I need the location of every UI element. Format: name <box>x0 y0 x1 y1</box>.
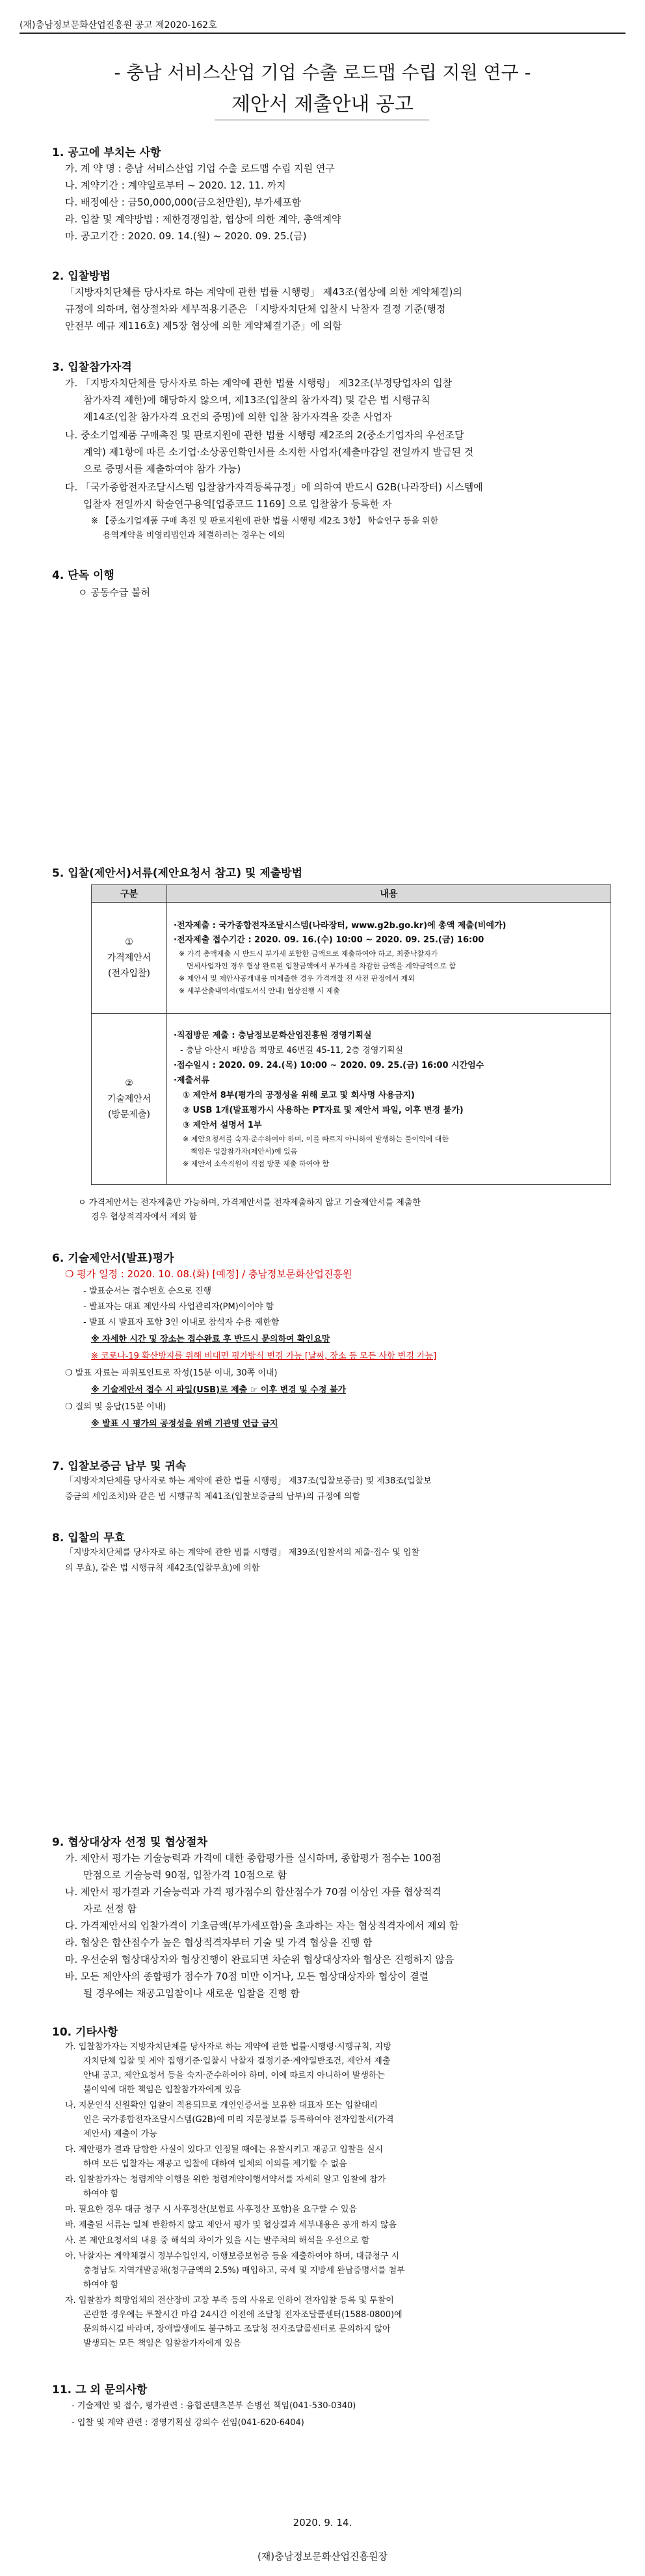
s6-note: ※ 발표 시 평가의 공정성을 위해 기관명 언급 금지 <box>91 1419 278 1429</box>
row-line: ·전자제출 : 국가종합전자조달시스템(나라장터, www.g2b.go.kr)에 총액 제출(비예가) <box>174 921 507 931</box>
section-4-heading: 4. 단독 이행 <box>52 569 114 582</box>
s10-line: 하여야 함 <box>83 2280 119 2290</box>
table-header-content: 내용 <box>167 885 611 903</box>
s10-line: 가. 입찰참가자는 지방자치단체를 당사자로 하는 계약에 관한 법률·시행령·시행규칙, 지방 <box>65 2042 391 2052</box>
s10-line: 하여야 함 <box>83 2189 119 2199</box>
row-note: ※ 제안서 소속직원이 직접 방문 제출 하여야 함 <box>183 1160 329 1168</box>
s6-line: - 발표 시 발표자 포함 3인 이내로 참석자 수용 제한함 <box>83 1318 280 1327</box>
s3-line: 다. 「국가종합전자조달시스템 입찰참가자격등록규정」에 의하여 반드시 G2B(나라장터) 시스템에 <box>65 481 483 493</box>
s3-line: 으로 증명서를 제출하여야 참가 가능) <box>83 463 241 475</box>
row-line: ③ 제안서 설명서 1부 <box>183 1121 262 1130</box>
s9-line: 라. 협상은 합산점수가 높은 협상적격자부터 기술 및 가격 협상을 진행 함 <box>65 1937 373 1948</box>
row-line: ·직접방문 제출 : 충남정보문화산업진흥원 경영기획실 <box>174 1031 372 1041</box>
s10-line: 바. 제출된 서류는 일체 반환하지 않고 제안서 평가 및 협상결과 세부내용은 공개 하지 않음 <box>65 2220 397 2230</box>
row-note: ※ 제안요청서를 숙지·준수하여야 하며, 이를 따르지 아니하여 발생하는 불이익에 대한 <box>183 1135 449 1143</box>
s2-line: 「지방자치단체를 당사자로 하는 계약에 관한 법률 시행령」 제43조(협상에 의한 계약체결)의 <box>65 286 462 298</box>
row-line: ·전자제출 접수기간 : 2020. 09. 16.(수) 10:00 ~ 2020. 09. 25.(금) 16:00 <box>174 935 484 945</box>
row-line: ·접수일시 : 2020. 09. 24.(목) 10:00 ~ 2020. 09. 25.(금) 16:00 시간엄수 <box>174 1061 484 1070</box>
s9-line: 다. 가격제안서의 입찰가격이 기초금액(부가세포함)을 초과하는 자는 협상적격자에서 제외 함 <box>65 1920 459 1932</box>
s8-line: 의 무효), 같은 법 시행규칙 제42조(입찰무효)에 의함 <box>65 1563 260 1573</box>
table-header-category: 구분 <box>92 885 167 903</box>
s3-line: 계약) 제1항에 따른 소기업·소상공인확인서를 소지한 사업자(제출마감일 전일까지 발급된 것 <box>83 446 474 458</box>
header-rule <box>20 33 625 34</box>
s3-line: 가. 「지방자치단체를 당사자로 하는 계약에 관한 법률 시행령」 제32조(부정당업자의 입찰 <box>65 377 453 389</box>
issuer-name: (재)충남정보문화산업진흥원장 <box>257 2551 388 2562</box>
s10-line: 제안서) 제출이 가능 <box>83 2129 157 2139</box>
s4-line: ㅇ 공동수급 불허 <box>78 587 150 598</box>
contact-line: - 기술제안 및 접수, 평가관련 : 융합콘텐츠본부 손병선 책임(041-530-0340) <box>72 2401 356 2411</box>
s7-line: 「지방자치단체를 당사자로 하는 계약에 관한 법률 시행령」 제37조(입찰보증금) 및 제38조(입찰보 <box>65 1476 432 1486</box>
contact-line: - 입찰 및 계약 관련 : 경영기획실 강의수 선임(041-620-6404) <box>72 2418 304 2428</box>
section-7-heading: 7. 입찰보증금 납부 및 귀속 <box>52 1460 187 1473</box>
row-note: ※ 제안서 및 제안사공개내용 미제출한 경우 가격개찰 전 사전 판정에서 제외 <box>179 974 415 983</box>
category-line: 가격제안서 <box>107 953 151 963</box>
page-title: 제안서 제출안내 공고 <box>231 93 414 116</box>
s3-line: 제14조(입찰 참가자격 요건의 증명)에 의한 입찰 참가자격을 갖춘 사업자 <box>83 411 392 423</box>
s6-line: - 발표순서는 접수번호 순으로 진행 <box>83 1286 212 1296</box>
s6-note: ※ 기술제안서 접수 시 파일(USB)로 제출 ☞ 이후 변경 및 수정 불가 <box>91 1385 347 1395</box>
s10-line: 자. 입찰참가 희망업체의 전산장비 고장 부족 등의 사유로 인하여 전자입찰 등록 및 투찰이 <box>65 2296 394 2305</box>
category-line: (전자입찰) <box>107 968 151 979</box>
row-line: ·제출서류 <box>174 1076 210 1085</box>
s9-line: 자로 선정 함 <box>83 1903 137 1915</box>
s10-line: 곤란한 경우에는 투찰시간 마감 24시간 이전에 조달청 전자조달콜센터(1588-0800)에 <box>83 2310 402 2320</box>
section-1-heading: 1. 공고에 부치는 사항 <box>52 146 161 159</box>
s3-line: 참가자격 제한)에 해당하지 않으며, 제13조(입찰의 참가자격) 및 같은 법 시행규칙 <box>83 394 430 406</box>
s7-line: 증금의 세입조치)와 같은 법 시행규칙 제41조(입찰보증금의 납부)의 규정에 의함 <box>65 1492 361 1502</box>
s10-line: 하며 모든 입찰자는 재공고 입찰에 대하여 일체의 이의를 제기할 수 없음 <box>83 2159 347 2169</box>
evaluation-schedule: ❍ 평가 일정 : 2020. 10. 08.(화) [예정] / 충남정보문화산업진흥원 <box>65 1268 352 1280</box>
s2-line: 규정에 의하며, 협상절차와 세부적용기준은 「지방자치단체 입찰시 낙찰자 결정 기준(행정 <box>65 303 446 315</box>
category-line: ② <box>125 1078 133 1089</box>
category-line: (방문제출) <box>107 1109 151 1120</box>
row-note: ※ 가격 총액제출 시 반드시 부가세 포함한 금액으로 제출하여야 하고, 최종낙찰자가 <box>179 949 438 958</box>
s9-line: 가. 제안서 평가는 기술능력과 가격에 대한 종합평가를 실시하며, 종합평가 점수는 100점 <box>65 1852 441 1864</box>
s6-covid-note: ※ 코로나-19 확산방지를 위해 비대면 평가방식 변경 가능 [날짜, 장소 등 모든 사항 변경 가능] <box>91 1351 437 1361</box>
category-line: 기술제안서 <box>107 1094 151 1104</box>
s10-line: 인은 국가종합전자조달시스템(G2B)에 미리 지문정보를 등록하여야 전자입찰서(가격 <box>83 2115 394 2125</box>
s3-note: 용역계약을 비영리법인과 체결하려는 경우는 예외 <box>103 531 285 540</box>
s5-note: ㅇ 가격제안서는 전자제출만 가능하며, 가격제안서를 전자제출하지 않고 기술제안서를 제출한 <box>78 1198 421 1208</box>
table-row <box>92 1014 611 1185</box>
s10-line: 발생되는 모든 책임은 입찰참가자에게 있음 <box>83 2339 241 2348</box>
s10-line: 자치단체 입찰 및 계약 집행기준·입찰시 낙찰자 결정기준·계약일반조건, 제안서 제출 <box>83 2056 391 2066</box>
s6-line: ❍ 질의 및 응답(15분 이내) <box>65 1402 166 1412</box>
s3-line: 입찰자 전일까지 학술연구용역[업종코드 1169] 으로 입찰참가 등록한 자 <box>83 498 392 510</box>
row-content <box>167 903 611 1014</box>
s10-line: 마. 필요한 경우 대금 청구 시 사후정산(보험료 사후정산 포함)을 요구할 수 있음 <box>65 2205 358 2214</box>
s2-line: 안전부 예규 제116호) 제5장 협상에 의한 계약체결기준」에 의함 <box>65 320 342 332</box>
table-row <box>92 903 611 1014</box>
s10-line: 라. 입찰참가자는 청렴계약 이행을 위한 청렴계약이행서약서를 자세히 알고 입찰에 참가 <box>65 2175 386 2184</box>
s6-note: ※ 자세한 시간 및 장소는 접수완료 후 반드시 문의하여 확인요망 <box>91 1334 330 1344</box>
section-5-heading: 5. 입찰(제안서)서류(제안요청서 참고) 및 제출방법 <box>52 867 303 880</box>
s1-line: 라. 입찰 및 계약방법 : 제한경쟁입찰, 협상에 의한 계약, 총액계약 <box>65 213 341 225</box>
s6-line: ❍ 발표 자료는 파워포인트로 작성(15분 이내, 30쪽 이내) <box>65 1368 278 1378</box>
s9-line: 마. 우선순위 협상대상자와 협상진행이 완료되면 차순위 협상대상자와 협상은 진행하지 않음 <box>65 1954 454 1965</box>
s10-line: 아. 낙찰자는 계약체결시 정부수입인지, 이행보증보험증 등을 제출하여야 하며, 대금청구 시 <box>65 2251 400 2261</box>
s10-line: 충청남도 지역개발공채(청구금액의 2.5%) 매입하고, 국세 및 지방세 완납증명서를 첨부 <box>83 2266 405 2276</box>
section-11-heading: 11. 그 외 문의사항 <box>52 2383 148 2397</box>
section-8-heading: 8. 입찰의 무효 <box>52 1532 125 1545</box>
s10-line: 불이익에 대한 책임은 입찰참가자에게 있음 <box>83 2085 241 2095</box>
s1-line: 다. 배정예산 : 금50,000,000(금오천만원), 부가세포함 <box>65 196 302 208</box>
s1-line: 가. 계 약 명 : 충남 서비스산업 기업 수출 로드맵 수립 지원 연구 <box>65 163 335 174</box>
section-2-heading: 2. 입찰방법 <box>52 270 111 283</box>
s10-line: 나. 지문인식 신원확인 입찰이 적용되므로 개인인증서를 보유한 대표자 또는 입찰대리 <box>65 2101 378 2110</box>
s6-line: - 발표자는 대표 제안사의 사업관리자(PM)이어야 함 <box>83 1302 274 1312</box>
row-note: 면세사업자인 경우 협상 완료된 입찰금액에서 부가세를 차감한 금액을 계약금액으로 함 <box>187 962 456 970</box>
s10-line: 사. 본 제안요청서의 내용 중 해석의 차이가 있을 시는 발주처의 해석을 우선으로 함 <box>65 2236 370 2246</box>
section-10-heading: 10. 기타사항 <box>52 2026 118 2039</box>
doc-number: (재)충남정보문화산업진흥원 공고 제2020-162호 <box>20 20 217 31</box>
category-line: ① <box>125 937 133 948</box>
row-line: ② USB 1개(발표평가시 사용하는 PT자료 및 제안서 파일, 이후 변경 불가) <box>183 1106 464 1115</box>
s10-line: 안내 공고, 제안요청서 등을 숙지·준수하여야 하며, 이에 따르지 아니하여 발생하는 <box>83 2071 386 2080</box>
s9-line: 만점으로 기술능력 90점, 입찰가격 10점으로 함 <box>83 1869 287 1881</box>
section-9-heading: 9. 협상대상자 선정 및 협상절차 <box>52 1836 208 1849</box>
row-category <box>92 1014 167 1185</box>
s3-line: 나. 중소기업제품 구매촉진 및 판로지원에 관한 법률 시행령 제2조의 2(중소기업자의 우선조달 <box>65 429 464 441</box>
row-note: ※ 세부산출내역서(별도서식 안내) 협상진행 시 제출 <box>179 987 340 995</box>
s9-line: 바. 모든 제안사의 종합평가 점수가 70점 미만 이거나, 모든 협상대상자와 협상이 결렬 <box>65 1971 429 1982</box>
s10-line: 다. 제안평가 결과 담합한 사실이 있다고 인정될 때에는 유찰시키고 재공고 입찰을 실시 <box>65 2145 384 2155</box>
row-content <box>167 1014 611 1185</box>
s5-note: 경우 협상적격자에서 제외 함 <box>91 1212 198 1222</box>
s3-note: ※ 【중소기업제품 구매 촉진 및 판로지원에 관한 법률 시행령 제2조 3항】 학술연구 등을 위한 <box>91 516 439 526</box>
section-3-heading: 3. 입찰참가자격 <box>52 361 132 374</box>
row-line: - 충남 아산시 배방읍 희망로 46번길 45-11, 2층 경영기획실 <box>180 1046 404 1056</box>
section-6-heading: 6. 기술제안서(발표)평가 <box>52 1252 174 1265</box>
s1-line: 마. 공고기간 : 2020. 09. 14.(월) ~ 2020. 09. 25.(금) <box>65 230 307 242</box>
s10-line: 문의하시길 바라며, 장애발생에도 불구하고 조달청 전자조달콜센터로 문의하지 않아 <box>83 2324 391 2334</box>
submission-table <box>91 884 611 1185</box>
notice-date: 2020. 9. 14. <box>293 2517 352 2529</box>
row-category <box>92 903 167 1014</box>
s9-line: 나. 제안서 평가결과 기술능력과 가격 평가점수의 합산점수가 70점 이상인 자를 협상적격 <box>65 1886 441 1898</box>
row-note: 책임은 입찰참가자(제안서)에 있음 <box>191 1147 298 1156</box>
s9-line: 될 경우에는 재공고입찰이나 새로운 입찰을 진행 함 <box>83 1987 300 1999</box>
row-line: ① 제안서 8부(평가의 공정성을 위해 로고 및 회사명 사용금지) <box>183 1091 415 1100</box>
s1-line: 나. 계약기간 : 계약일로부터 ~ 2020. 12. 11. 까지 <box>65 179 286 191</box>
subtitle: - 충남 서비스산업 기업 수출 로드맵 수립 지원 연구 - <box>114 62 531 83</box>
s8-line: 「지방자치단체를 당사자로 하는 계약에 관한 법률 시행령」 제39조(입찰서의 제출·접수 및 입찰 <box>65 1548 420 1558</box>
